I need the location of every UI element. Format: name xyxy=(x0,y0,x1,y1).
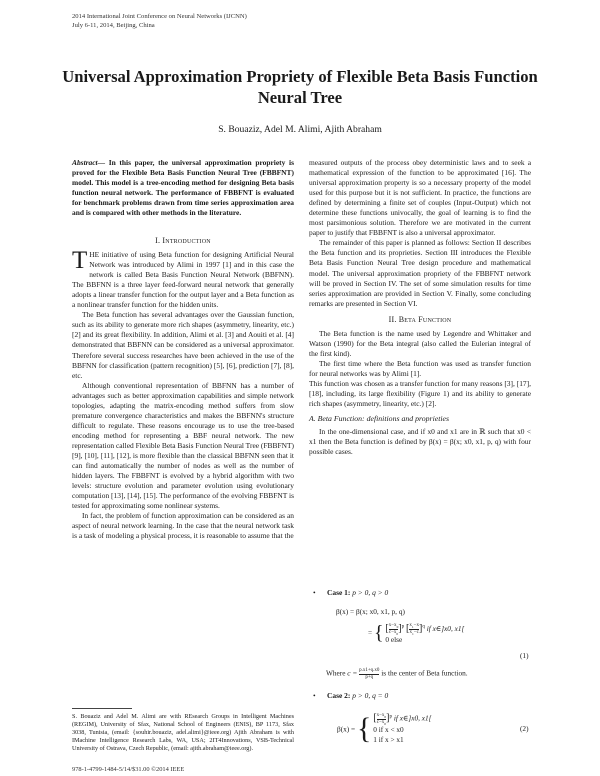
case2-equation: β(x) = { [ $\frac{x-x_0}{c-x_0}$ ]$^p$ if x∈]x0, x1[ 0 if x < x0 1 if x > x1 xyxy=(337,712,432,745)
case1-line2: 0 else xyxy=(385,635,403,645)
abstract-text: In this paper, the universal approximation propriety is proved for the Flexible Beta Basis Function Neural Tree (FBBFNT) model. This model is a tree-encoding method for designing Beta basis function neural network. The performance of FBBFNT is evaluated for benchmark problems drawn from time series approximation area and is compared with other methods in the literature. xyxy=(72,158,294,218)
case2-bullet: • Case 2: p > 0, q = 0 xyxy=(313,691,389,700)
case1-line1-condition: if x∈]x0, x1[ xyxy=(426,623,465,633)
beta-paragraph-2: The first time where the Beta function was used as transfer function for neural networks was by Alimi [1]. xyxy=(309,358,531,378)
copyright-line: 978-1-4799-1484-5/14/$31.00 ©2014 IEEE xyxy=(72,766,185,773)
section-heading-beta: II. Beta Function xyxy=(388,314,452,324)
case2-line3: 1 if x > x1 xyxy=(373,735,404,744)
drop-cap: T xyxy=(72,247,88,275)
intro-paragraph-1: THE initiative of using Beta function for designing Artificial Neural Network was introduced by Alimi in 1997 [1] and in this case the network is called Beta Basis Function Neural Network (BBFNN). The BBFNN is a three layer feed-forward neural network that generally adopts a linear transfer function for the output layer and a Beta function as a nonlinear transfer function for the hidden units. xyxy=(72,247,294,310)
right-column-body xyxy=(309,158,531,457)
equation-number-2: (2) xyxy=(520,724,529,733)
conference-name: 2014 International Joint Conference on Neural Networks (IJCNN) xyxy=(72,13,247,20)
case1-bullet: • Case 1: p > 0, q > 0 xyxy=(313,588,389,597)
right-paragraph-1: measured outputs of the process obey deterministic laws and to seek a mathematical expression of the function to be approximated [16]. The universal approximation property is so a necessary property of the model used for this purpose but it is not sufficient. In practice, the functions are defined by determining a finite set of couples (Input-Output) which not determine these functions univocally, the goal of learning is to find the most parsimonious solution. Therefore we are motivated in the current paper to justify that FBBFNT is also a universal approximator. xyxy=(309,158,531,238)
author-footnote: S. Bouaziz and Adel M. Alimi are with REsearch Groups in Intelligent Machines (REGIM), University of Sfax, National School of Engineers (ENIS), BP 1173, Sfax 3038, Tunisia, (email: {souhir.bouaziz, adel.alimi}@ieee.org) Ajith Abraham is with IMachine Intelligence Research Labs, WA, USA; 2IT4Innovations, VSB-Technical University of Ostrava, Czech Republic, (email: ajith.abraham@ieee.org). xyxy=(72,713,294,752)
case1-condition: p > 0, q > 0 xyxy=(350,588,389,597)
intro-paragraph-4: In fact, the problem of function approximation can be considered as an aspect of neural network learning. In the case that the neural network task is a task of modeling a physical process, it is reasonable to assume that the xyxy=(72,511,294,541)
conference-header xyxy=(72,12,247,30)
beta-paragraph-1: The Beta function is the name used by Legendre and Whittaker and Watson (1990) for the Beta integral (also called the Eulerian integral of the first kind). xyxy=(309,328,531,358)
center-definition: Where c = $\frac{p.x1+q.x0}{p+q}$ is the center of Beta function. xyxy=(326,668,468,680)
author-list: S. Bouaziz, Adel M. Alimi, Ajith Abraham xyxy=(218,124,382,135)
footnote-rule xyxy=(72,708,132,709)
case1-label: Case 1: xyxy=(327,588,351,597)
intro-paragraph-3: Although conventional representation of BBFNN has a number of advantages such as better approximation capabilities and simple network topologies, adapting the matrix-encoding method suffers from slow premature convergence characteristics and makes the BBFNN's structure difficult to regulate. These reasons encourage us to use the tree-based encoding method for representing a BBF neural network. The new representation called Flexible Beta Basis Function Neural Tree (FBBFNT) [9], [10], [11], [12], is more flexible than the classical BBFNN seen that it can find automatically the number of nodes as well as the number of hidden layers. The FBBFNT is evolved by a hybrid algorithm with two levels: structure evolution and parameter evolution using evolutionary computation [13], [14], [15]. The performance of the evolving FBBFNT is tested for approximating some nonlinear systems. xyxy=(72,380,294,511)
section-heading-introduction: I. Introduction xyxy=(155,236,211,245)
subsection-heading: A. Beta Function: definitions and proprieties xyxy=(309,414,450,424)
case2-line1-condition: if x∈]x0, x1[ xyxy=(393,713,432,723)
abstract-lead: Abstract— xyxy=(72,158,106,167)
beta-paragraph-3: This function was chosen as a transfer function for many reasons [3], [17], [18], including, its large flexibility (Figure 1) and its ability to generate rich shapes (asymmetry, linearity, etc.) [2]. xyxy=(309,378,531,409)
case1-equation-top: β(x) = β(x; x0, x1, p, q) xyxy=(336,607,405,616)
equation-number-1: (1) xyxy=(520,651,529,660)
case2-line2: 0 if x < x0 xyxy=(373,725,404,734)
intro-paragraph-2: The Beta function has several advantages over the Gaussian function, such as its ability to generate more rich shapes (asymmetry, linearity, etc.) [2] and its great flexibility. In addition, Alimi et al. [3] and Aouiti et al. [4] demonstrated that BBFNN can be considered as a universal approximator. Therefore several success researches have been achieved in the use of the BBFNN for classification (pattern recognition) [5], [6], prediction [7], [8], etc. xyxy=(72,310,294,380)
case1-equation-body: = { [ $\frac{x-x_0}{c-x_0}$ ]$^p$ [ $\frac{x_1-x}{x_1-c}$ ]$^q$ if x∈]x0, x1[ 0 else xyxy=(368,622,465,645)
left-column-body xyxy=(72,236,294,541)
right-paragraph-2: The remainder of this paper is planned as follows: Section II describes the Beta function and its proprieties. Section III introduces the Flexible Beta Basis Function Neural Tree design procedure and mathematical model. The universal approximation propriety of the FBBFNT network will be proved in Section IV. The set of some simulation results for time series approximation are provided in Section V. Finally, some concluding remarks are presented in Section VI. xyxy=(309,238,531,308)
abstract xyxy=(72,158,294,218)
conference-dates: July 6-11, 2014, Beijing, China xyxy=(72,22,155,29)
case2-condition: p > 0, q = 0 xyxy=(350,691,389,700)
paper-title: Universal Approximation Propriety of Flexible Beta Basis Function Neural Tree xyxy=(62,67,538,107)
definition-paragraph: In the one-dimensional case, and if x0 and x1 are in ℝ such that x0 < x1 then the Beta function is defined by β(x) = β(x; x0, x1, p, q) with four possible cases. xyxy=(309,427,531,457)
case2-label: Case 2: xyxy=(327,691,351,700)
